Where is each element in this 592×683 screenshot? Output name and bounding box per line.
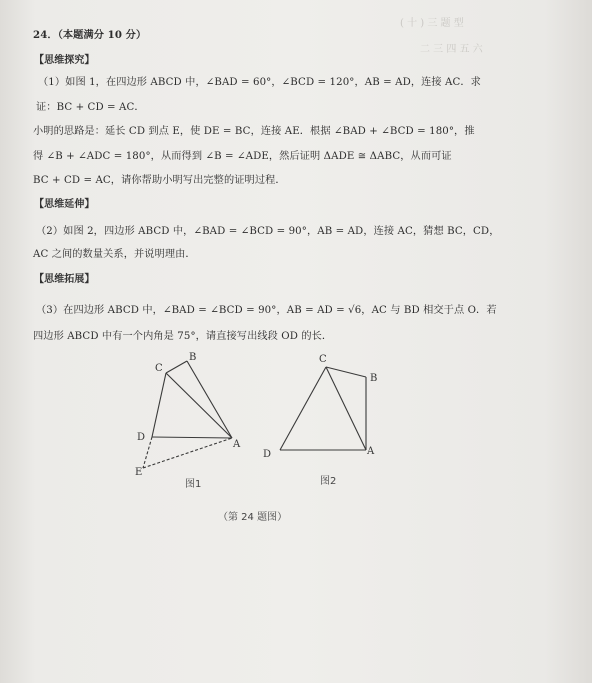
section-title-expand: 【思维拓展】: [34, 274, 95, 285]
point-label-C: C: [155, 363, 163, 374]
q2-text-line: （2）如图 2，四边形 ABCD 中，∠BAD = ∠BCD = 90°，AB = AD，连接 AC，猜想 BC，CD，: [36, 226, 500, 237]
point-label-D: D: [137, 432, 146, 443]
point-label-A: A: [233, 439, 241, 450]
q1-text-line: 得 ∠B + ∠ADC = 180°，从而得到 ∠B = ∠ADE，然后证明 ΔADE ≅ ΔABC，从而可证: [33, 151, 452, 162]
point-label-A: A: [367, 446, 375, 457]
show-through-text: 二 三 四 五 六: [420, 44, 483, 55]
segment-DC: [280, 367, 326, 450]
show-through-text: ( 十 ) 三 题 型: [400, 18, 464, 29]
point-label-C: C: [319, 354, 327, 365]
q1-text-line: （1）如图 1，在四边形 ABCD 中，∠BAD = 60°，∠BCD = 120°，AB = AD，连接 AC．求: [38, 77, 481, 88]
point-label-B: B: [370, 373, 378, 384]
segment-CA: [326, 367, 366, 450]
figure-1-caption: 图1: [185, 479, 202, 490]
question-heading: 24．（本题满分 10 分）: [33, 29, 147, 41]
figures-caption: （第 24 题图）: [218, 512, 288, 523]
segment-DC: [152, 373, 166, 437]
segment-CB: [166, 361, 187, 373]
section-title-explore: 【思维探究】: [34, 55, 95, 66]
section-title-extend: 【思维延伸】: [34, 199, 95, 210]
segment-CB: [326, 367, 366, 377]
q3-text-line: （3）在四边形 ABCD 中，∠BAD = ∠BCD = 90°，AB = AD = √6，AC 与 BD 相交于点 O．若: [36, 305, 497, 316]
point-label-E: E: [135, 467, 143, 478]
q1-text-line: 小明的思路是：延长 CD 到点 E，使 DE = BC，连接 AE．根据 ∠BAD + ∠BCD = 180°，推: [33, 126, 475, 137]
segment-EA-dashed: [143, 438, 232, 468]
q1-text-line: BC + CD = AC，请你帮助小明写出完整的证明过程．: [33, 175, 286, 186]
figure-1: [125, 348, 255, 488]
segment-BA: [187, 361, 232, 438]
q3-text-line: 四边形 ABCD 中有一个内角是 75°，请直接写出线段 OD 的长．: [33, 331, 333, 342]
figure-2: [260, 348, 390, 468]
q2-text-line: AC 之间的数量关系，并说明理由．: [33, 249, 196, 260]
figure-2-caption: 图2: [320, 476, 337, 487]
segment-CA: [166, 373, 232, 438]
point-label-D: D: [263, 449, 272, 460]
point-label-B: B: [189, 352, 197, 363]
segment-DA: [152, 437, 232, 438]
q1-text-line: 证：BC + CD = AC．: [36, 102, 145, 113]
